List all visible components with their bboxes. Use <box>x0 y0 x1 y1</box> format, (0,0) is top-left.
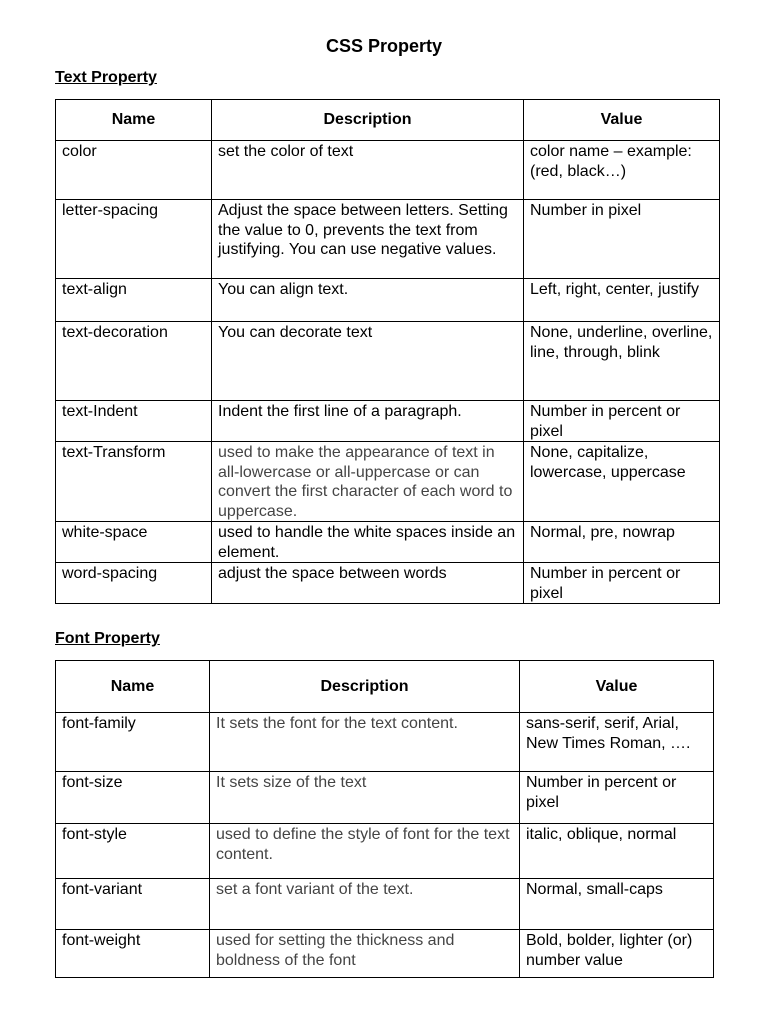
property-name-cell: font-family <box>56 713 210 772</box>
property-description-cell: You can decorate text <box>212 322 524 401</box>
table-row <box>56 879 714 930</box>
property-value-cell: Normal, pre, nowrap <box>524 522 720 563</box>
font-property-table <box>55 660 714 978</box>
property-description-cell: used to handle the white spaces inside an element. <box>212 522 524 563</box>
property-value-cell: sans-serif, serif, Arial, New Times Roman, …. <box>520 713 714 772</box>
font-property-heading: Font Property <box>55 630 160 647</box>
property-name-cell: white-space <box>56 522 212 563</box>
table-row <box>56 930 714 978</box>
table-row <box>56 563 720 604</box>
property-name-cell: font-style <box>56 824 210 879</box>
property-description-cell: You can align text. <box>212 279 524 322</box>
table-row <box>56 824 714 879</box>
description-column-header: Description <box>212 100 524 141</box>
value-column-header: Value <box>524 100 720 141</box>
property-description-cell: It sets the font for the text content. <box>210 713 520 772</box>
property-value-cell: color name – example:(red, black…) <box>524 141 720 200</box>
property-name-cell: font-weight <box>56 930 210 978</box>
property-name-cell: color <box>56 141 212 200</box>
table-row <box>56 713 714 772</box>
table-row <box>56 200 720 279</box>
property-value-cell: Number in percent or pixel <box>524 563 720 604</box>
property-description-cell: set the color of text <box>212 141 524 200</box>
property-description-cell: adjust the space between words <box>212 563 524 604</box>
property-description-cell: used to make the appearance of text in all-lowercase or all-uppercase or can convert the first character of each word to uppercase. <box>212 442 524 522</box>
value-column-header: Value <box>520 661 714 713</box>
property-value-cell: Number in percent or pixel <box>520 772 714 824</box>
table-header-row <box>56 100 720 141</box>
table-row <box>56 401 720 442</box>
description-column-header: Description <box>210 661 520 713</box>
document-title: CSS Property <box>325 36 443 56</box>
name-column-header: Name <box>56 661 210 713</box>
property-description-cell: Adjust the space between letters. Setting the value to 0, prevents the text from justifying. You can use negative values. <box>212 200 524 279</box>
property-name-cell: text-decoration <box>56 322 212 401</box>
property-description-cell: Indent the first line of a paragraph. <box>212 401 524 442</box>
text-property-table <box>55 99 720 604</box>
property-description-cell: set a font variant of the text. <box>210 879 520 930</box>
property-name-cell: text-Indent <box>56 401 212 442</box>
table-row <box>56 442 720 522</box>
property-description-cell: used for setting the thickness and boldness of the font <box>210 930 520 978</box>
text-property-heading: Text Property <box>55 69 157 86</box>
property-value-cell: Number in percent or pixel <box>524 401 720 442</box>
table-row <box>56 322 720 401</box>
property-value-cell: Left, right, center, justify <box>524 279 720 322</box>
property-name-cell: letter-spacing <box>56 200 212 279</box>
table-row <box>56 522 720 563</box>
property-name-cell: text-Transform <box>56 442 212 522</box>
table-row <box>56 279 720 322</box>
name-column-header: Name <box>56 100 212 141</box>
property-value-cell: Number in pixel <box>524 200 720 279</box>
table-row <box>56 772 714 824</box>
property-value-cell: Normal, small-caps <box>520 879 714 930</box>
property-value-cell: Bold, bolder, lighter (or) number value <box>520 930 714 978</box>
property-description-cell: It sets size of the text <box>210 772 520 824</box>
table-row <box>56 141 720 200</box>
property-name-cell: word-spacing <box>56 563 212 604</box>
property-value-cell: italic, oblique, normal <box>520 824 714 879</box>
table-header-row <box>56 661 714 713</box>
property-name-cell: font-size <box>56 772 210 824</box>
property-value-cell: None, capitalize, lowercase, uppercase <box>524 442 720 522</box>
property-value-cell: None, underline, overline, line, through, blink <box>524 322 720 401</box>
property-name-cell: text-align <box>56 279 212 322</box>
property-name-cell: font-variant <box>56 879 210 930</box>
property-description-cell: used to define the style of font for the text content. <box>210 824 520 879</box>
